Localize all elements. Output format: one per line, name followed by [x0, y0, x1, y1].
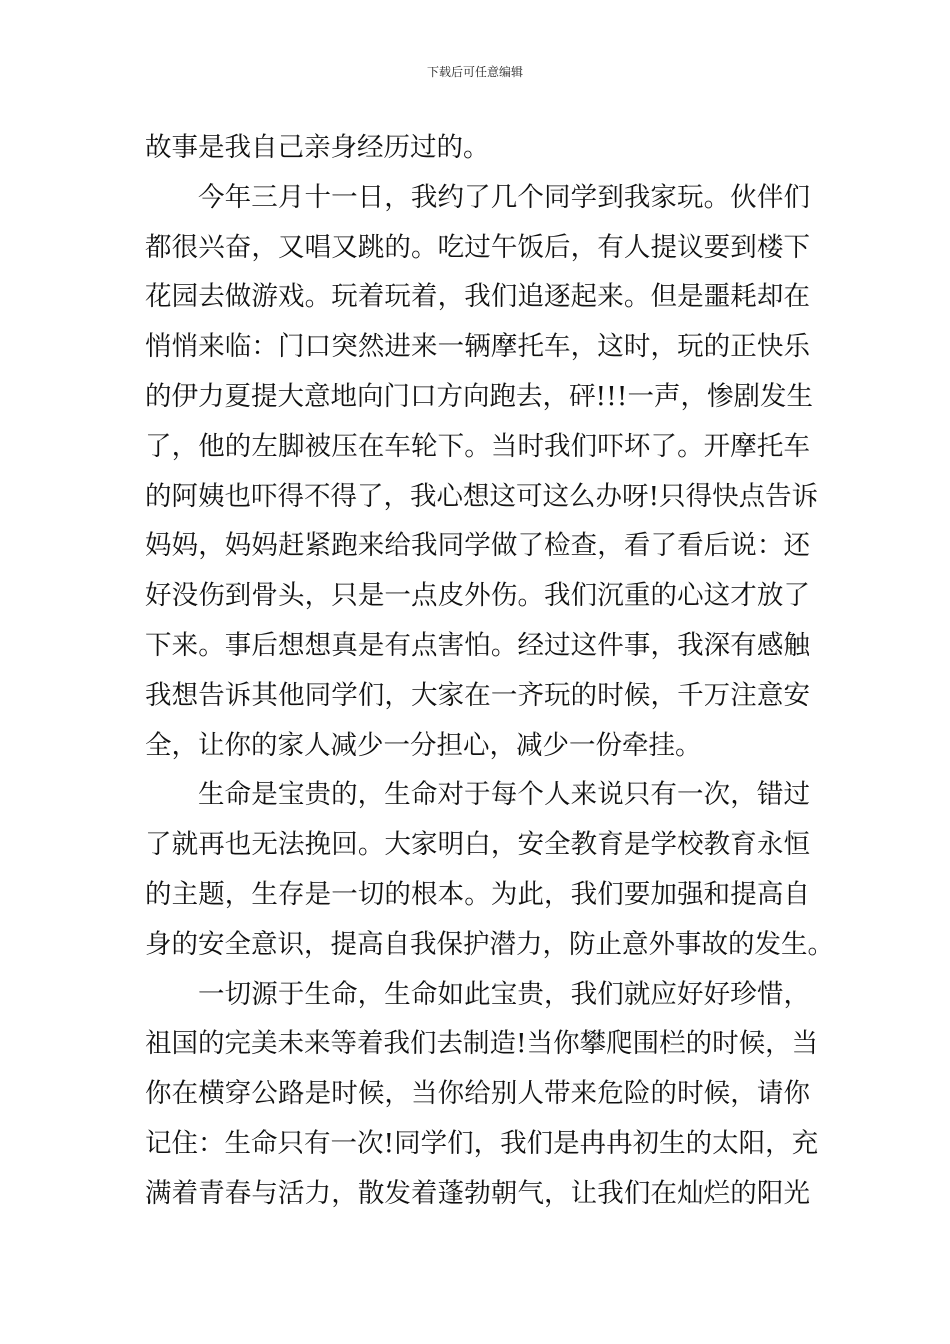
text-line: 全，让你的家人减少一分担心，减少一份牵挂。: [145, 729, 702, 761]
text-line: 记住：生命只有一次!同学们，我们是冉冉初生的太阳，充: [145, 1127, 819, 1159]
text-line: 的伊力夏提大意地向门口方向跑去，砰!!!一声，惨剧发生: [145, 380, 813, 412]
text-line: 好没伤到骨头，只是一点皮外伤。我们沉重的心这才放了: [145, 580, 810, 612]
text-line: 悄悄来临：门口突然进来一辆摩托车，这时，玩的正快乐: [145, 331, 810, 363]
body-text: [145, 123, 834, 1219]
text-line: 了，他的左脚被压在车轮下。当时我们吓坏了。开摩托车: [145, 430, 810, 462]
text-line: 今年三月十一日，我约了几个同学到我家玩。伙伴们: [198, 181, 810, 213]
text-line: 的主题，生存是一切的根本。为此，我们要加强和提高自: [145, 878, 810, 910]
text-line: 的阿姨也吓得不得了，我心想这可这么办呀!只得快点告诉: [145, 480, 819, 512]
text-line: 妈妈，妈妈赶紧跑来给我同学做了检查，看了看后说：还: [145, 530, 810, 562]
text-line: 故事是我自己亲身经历过的。: [145, 132, 490, 163]
text-line: 下来。事后想想真是有点害怕。经过这件事，我深有感触: [145, 629, 810, 661]
page-header-note: 下载后可任意编辑: [426, 65, 523, 79]
text-line: 了就再也无法挽回。大家明白，安全教育是学校教育永恒: [145, 829, 810, 861]
text-line: 我想告诉其他同学们，大家在一齐玩的时候，千万注意安: [145, 679, 810, 711]
text-line: 一切源于生命，生命如此宝贵，我们就应好好珍惜，: [198, 978, 810, 1010]
text-line: 都很兴奋，又唱又跳的。吃过午饭后，有人提议要到楼下: [145, 231, 810, 263]
text-line: 生命是宝贵的，生命对于每个人来说只有一次，错过: [198, 779, 810, 811]
text-line: 花园去做游戏。玩着玩着，我们追逐起来。但是噩耗却在: [145, 281, 810, 313]
text-line: 祖国的完美未来等着我们去制造!当你攀爬围栏的时候，当: [145, 1028, 819, 1060]
text-line: 身的安全意识，提高自我保护潜力，防止意外事故的发生。: [145, 928, 834, 960]
text-line: 你在横穿公路是时候，当你给别人带来危险的时候，请你: [145, 1078, 810, 1110]
text-line: 满着青春与活力，散发着蓬勃朝气，让我们在灿烂的阳光: [145, 1177, 810, 1209]
